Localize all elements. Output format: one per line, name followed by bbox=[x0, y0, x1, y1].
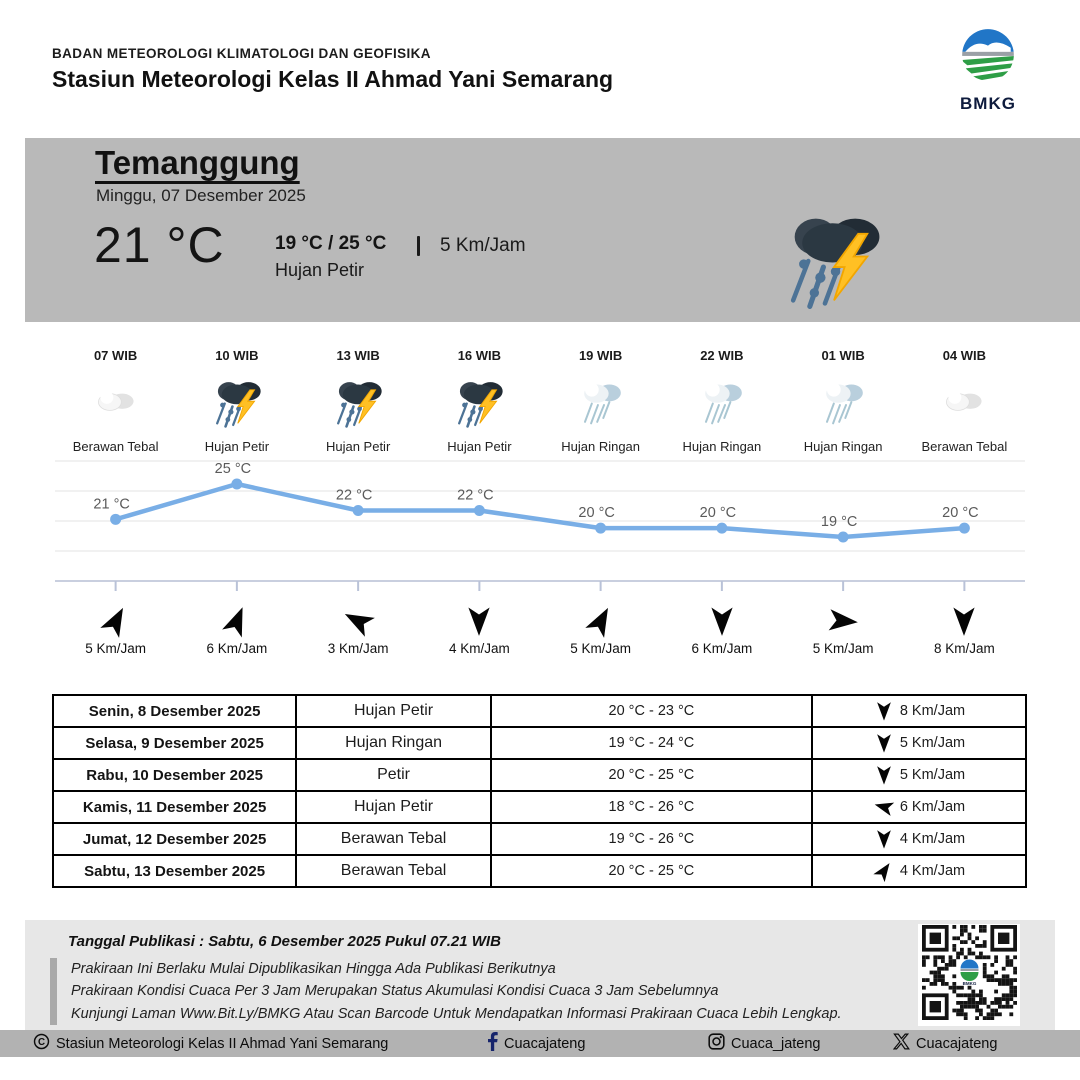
wind-cell bbox=[812, 823, 1026, 855]
wind-direction-icon bbox=[870, 794, 897, 821]
hourly-forecast-strip bbox=[55, 348, 1025, 454]
temp-range-cell: 19 °C - 24 °C bbox=[491, 727, 812, 759]
hourly-wind-item bbox=[298, 598, 419, 656]
condition-cell: Berawan Tebal bbox=[296, 855, 491, 887]
hour-wind-speed: 5 Km/Jam bbox=[812, 641, 874, 656]
wind-cell bbox=[812, 791, 1026, 823]
bmkg-logo bbox=[948, 26, 1028, 114]
wind-cell bbox=[812, 727, 1026, 759]
thunderstorm-icon bbox=[775, 206, 890, 315]
wind-direction-icon bbox=[873, 764, 895, 786]
temp-range-cell: 20 °C - 25 °C bbox=[491, 759, 812, 791]
current-wind-speed: 5 Km/Jam bbox=[440, 235, 526, 256]
hour-condition: Hujan Ringan bbox=[803, 439, 883, 454]
hour-condition: Berawan Tebal bbox=[72, 439, 159, 454]
hour-wind-speed: 8 Km/Jam bbox=[933, 641, 995, 656]
bmkg-logo-label: BMKG bbox=[960, 94, 1016, 113]
publication-date: Tanggal Publikasi : Sabtu, 6 Desember 2025 Pukul 07.21 WIB bbox=[68, 933, 501, 950]
social-bar bbox=[0, 1030, 1080, 1057]
hour-time: 22 WIB bbox=[700, 348, 744, 363]
x-item bbox=[893, 1030, 997, 1057]
wind-direction-icon bbox=[873, 732, 895, 754]
svg-text:22 °C: 22 °C bbox=[457, 487, 494, 504]
temp-range-cell: 20 °C - 25 °C bbox=[491, 855, 812, 887]
wind-speed-text: 8 Km/Jam bbox=[899, 703, 966, 719]
svg-text:20 °C: 20 °C bbox=[699, 505, 737, 522]
svg-text:BMKG: BMKG bbox=[962, 981, 976, 986]
temperature-range: 19 °C / 25 °C bbox=[275, 233, 387, 254]
day-cell: Sabtu, 13 Desember 2025 bbox=[53, 855, 296, 887]
svg-text:20 °C: 20 °C bbox=[942, 505, 979, 522]
forecast-date: Minggu, 07 Desember 2025 bbox=[96, 186, 306, 205]
hour-time: 19 WIB bbox=[578, 348, 623, 363]
temperature-chart bbox=[55, 452, 1025, 599]
hour-condition: Hujan Petir bbox=[204, 439, 270, 454]
city-name: Temanggung bbox=[95, 144, 300, 181]
x-icon bbox=[893, 1033, 910, 1054]
wind-direction-icon bbox=[947, 604, 981, 638]
hourly-forecast-item bbox=[783, 348, 904, 454]
wind-direction-icon bbox=[869, 856, 900, 887]
wind-speed-text: 5 Km/Jam bbox=[899, 767, 966, 783]
temp-range-cell: 19 °C - 26 °C bbox=[491, 823, 812, 855]
table-row bbox=[53, 791, 1026, 823]
hourly-wind-item bbox=[176, 598, 297, 656]
hour-time: 16 WIB bbox=[457, 348, 502, 363]
hour-wind-speed: 4 Km/Jam bbox=[448, 641, 510, 656]
copyright-text: Stasiun Meteorologi Kelas II Ahmad Yani Semarang bbox=[56, 1035, 389, 1052]
day-cell: Jumat, 12 Desember 2025 bbox=[53, 823, 296, 855]
svg-text:21 °C: 21 °C bbox=[93, 496, 130, 513]
condition-cell: Petir bbox=[296, 759, 491, 791]
table-row bbox=[53, 823, 1026, 855]
hour-condition: Berawan Tebal bbox=[921, 439, 1008, 454]
instagram-item bbox=[708, 1030, 821, 1057]
svg-text:25 °C: 25 °C bbox=[214, 461, 252, 477]
hourly-forecast-item bbox=[661, 348, 782, 454]
wind-cell bbox=[812, 855, 1026, 887]
wind-direction-icon bbox=[462, 604, 496, 638]
day-cell: Rabu, 10 Desember 2025 bbox=[53, 759, 296, 791]
hourly-wind-item bbox=[904, 598, 1025, 656]
hour-time: 10 WIB bbox=[215, 348, 259, 363]
hourly-forecast-item bbox=[419, 348, 540, 454]
wind-direction-icon bbox=[873, 700, 895, 722]
hourly-wind-item bbox=[783, 598, 904, 656]
wind-direction-icon bbox=[335, 598, 381, 644]
hour-wind-speed: 5 Km/Jam bbox=[570, 641, 631, 656]
thunderstorm-icon bbox=[450, 376, 508, 428]
footer-note: Prakiraan Kondisi Cuaca Per 3 Jam Merupakan Status Akumulasi Kondisi Cuaca 3 Jam Sebelumnya bbox=[71, 983, 719, 1000]
wind-direction-icon bbox=[215, 599, 259, 643]
temp-range-cell: 18 °C - 26 °C bbox=[491, 791, 812, 823]
footer-note: Kunjungi Laman Www.Bit.Ly/BMKG Atau Scan Barcode Untuk Mendapatkan Informasi Prakiraan Cuaca Lebih Lengkap. bbox=[71, 1005, 842, 1022]
footer-notes bbox=[50, 958, 842, 1025]
footer-note: Prakiraan Ini Berlaku Mulai Dipublikasikan Hingga Ada Publikasi Berikutnya bbox=[71, 961, 556, 977]
instagram-icon bbox=[708, 1033, 725, 1054]
facebook-item bbox=[487, 1030, 585, 1057]
hour-condition: Hujan Petir bbox=[325, 439, 391, 454]
qr-code bbox=[918, 924, 1020, 1026]
footer-panel bbox=[25, 920, 1055, 1030]
svg-text:19 °C: 19 °C bbox=[820, 513, 858, 530]
hour-condition: Hujan Ringan bbox=[561, 439, 641, 454]
wind-direction-icon bbox=[417, 236, 420, 256]
wind-direction-icon bbox=[578, 598, 624, 644]
light-rain-icon bbox=[693, 376, 751, 428]
wind-cell bbox=[812, 759, 1026, 791]
current-condition: Hujan Petir bbox=[275, 260, 365, 280]
cloudy-icon bbox=[935, 376, 993, 428]
header bbox=[52, 46, 613, 93]
table-row bbox=[53, 727, 1026, 759]
thunderstorm-icon bbox=[208, 376, 266, 428]
hour-time: 04 WIB bbox=[942, 348, 987, 363]
wind-direction-icon bbox=[93, 598, 139, 644]
wind-speed-text: 5 Km/Jam bbox=[899, 735, 966, 751]
light-rain-icon bbox=[572, 376, 630, 428]
wind-speed-text: 4 Km/Jam bbox=[899, 863, 966, 879]
wind-direction-icon bbox=[825, 603, 862, 640]
hour-condition: Hujan Ringan bbox=[682, 439, 762, 454]
day-cell: Selasa, 9 Desember 2025 bbox=[53, 727, 296, 759]
light-rain-icon bbox=[814, 376, 872, 428]
hourly-wind-item bbox=[661, 598, 782, 656]
hour-wind-speed: 3 Km/Jam bbox=[327, 641, 389, 656]
hour-condition: Hujan Petir bbox=[447, 439, 512, 454]
thunderstorm-icon bbox=[329, 376, 387, 428]
hour-time: 01 WIB bbox=[821, 348, 865, 363]
condition-cell: Berawan Tebal bbox=[296, 823, 491, 855]
bmkg-logo-icon bbox=[957, 75, 1019, 92]
temp-range-cell: 20 °C - 23 °C bbox=[491, 695, 812, 727]
svg-text:22 °C: 22 °C bbox=[335, 487, 373, 504]
hourly-wind-item bbox=[540, 598, 661, 656]
hour-wind-speed: 6 Km/Jam bbox=[206, 641, 268, 656]
facebook-handle: Cuacajateng bbox=[504, 1035, 586, 1052]
hour-time: 13 WIB bbox=[336, 348, 380, 363]
hour-wind-speed: 6 Km/Jam bbox=[691, 641, 753, 656]
hourly-wind-item bbox=[419, 598, 540, 656]
wind-cell bbox=[812, 695, 1026, 727]
wind-direction-icon bbox=[873, 828, 895, 850]
condition-cell: Hujan Petir bbox=[296, 695, 491, 727]
cloudy-icon bbox=[87, 376, 145, 428]
condition-cell: Hujan Petir bbox=[296, 791, 491, 823]
instagram-handle: Cuaca_jateng bbox=[731, 1035, 821, 1052]
facebook-icon bbox=[487, 1032, 498, 1055]
hour-time: 07 WIB bbox=[93, 348, 138, 363]
table-row bbox=[53, 855, 1026, 887]
copyright-icon bbox=[33, 1033, 50, 1054]
x-handle: Cuacajateng bbox=[916, 1035, 998, 1052]
day-cell: Senin, 8 Desember 2025 bbox=[53, 695, 296, 727]
condition-cell: Hujan Ringan bbox=[296, 727, 491, 759]
hourly-forecast-item bbox=[540, 348, 661, 454]
thunderstorm-icon bbox=[775, 206, 890, 310]
hourly-forecast-item bbox=[176, 348, 297, 454]
svg-text:C: C bbox=[37, 1036, 46, 1048]
agency-name: BADAN METEOROLOGI KLIMATOLOGI DAN GEOFISIKA bbox=[52, 46, 431, 61]
station-name: Stasiun Meteorologi Kelas II Ahmad Yani Semarang bbox=[52, 66, 614, 92]
wind-speed-text: 4 Km/Jam bbox=[899, 831, 966, 847]
hourly-wind-strip bbox=[55, 598, 1025, 656]
wind-direction-icon bbox=[705, 604, 739, 638]
svg-text:20 °C: 20 °C bbox=[578, 505, 615, 522]
table-row bbox=[53, 759, 1026, 791]
hour-wind-speed: 5 Km/Jam bbox=[85, 641, 146, 656]
hourly-forecast-item bbox=[298, 348, 419, 454]
table-row bbox=[53, 695, 1026, 727]
current-temperature: 21 °C bbox=[94, 217, 225, 273]
wind-speed-text: 6 Km/Jam bbox=[899, 799, 966, 815]
hourly-forecast-item bbox=[904, 348, 1025, 454]
hourly-wind-item bbox=[55, 598, 176, 656]
daily-forecast-table bbox=[52, 694, 1027, 888]
copyright-item bbox=[33, 1030, 388, 1057]
current-weather-banner bbox=[25, 138, 1080, 322]
hourly-forecast-item bbox=[55, 348, 176, 454]
day-cell: Kamis, 11 Desember 2025 bbox=[53, 791, 296, 823]
